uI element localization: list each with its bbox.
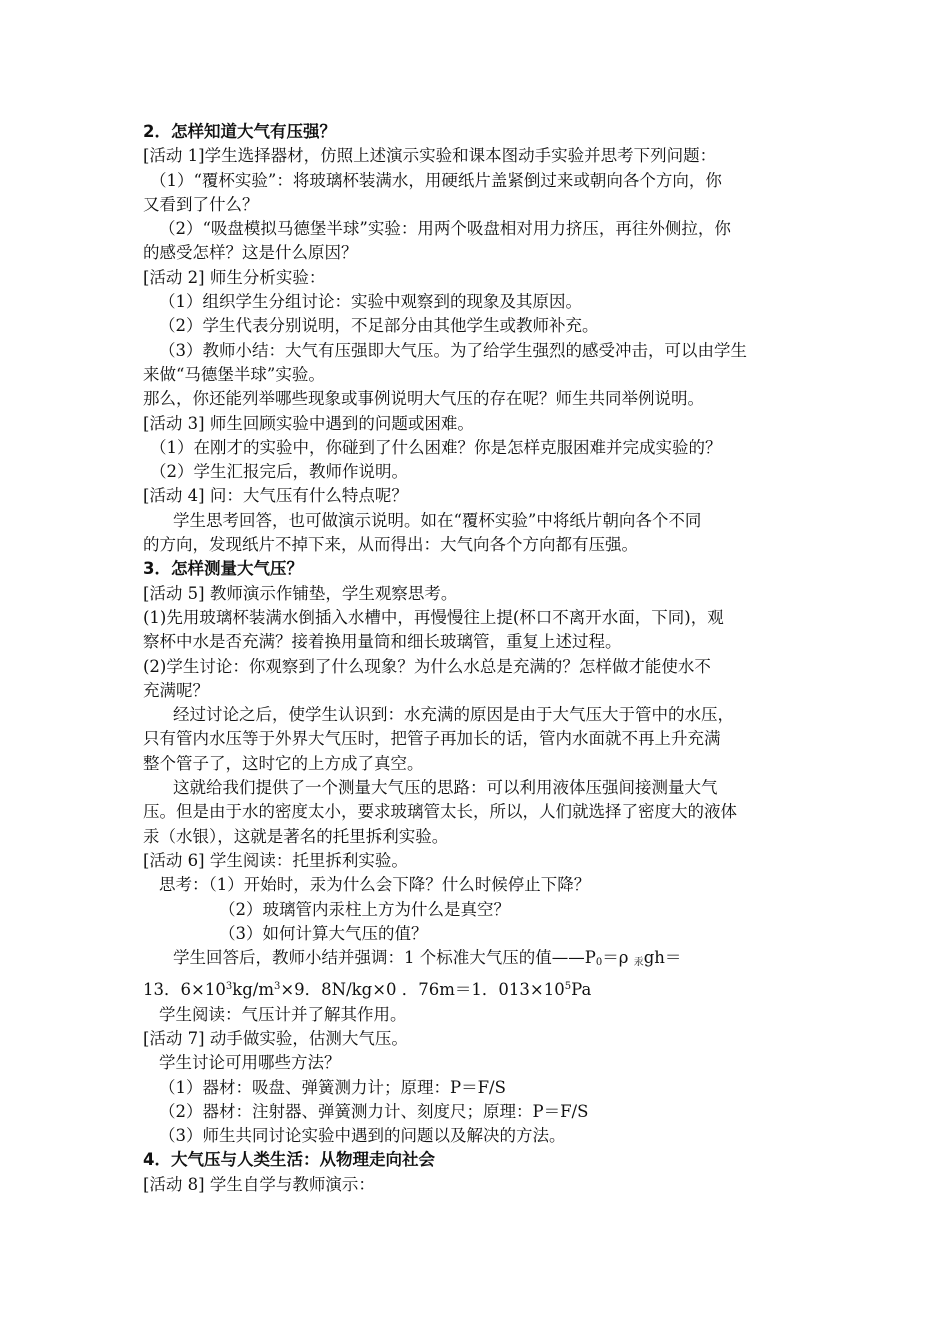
paragraph-line: （2）玻璃管内汞柱上方为什么是真空？ [219,899,510,919]
activity-1-line: [活动 1]学生选择器材，仿照上述演示实验和课本图动手实验并思考下列问题： [143,146,717,166]
formula-text: Pa [571,980,592,1000]
paragraph-line: 的感受怎样？这是什么原因？ [143,243,358,263]
paragraph-line: （2）“吸盘模拟马德堡半球”实验：用两个吸盘相对用力挤压，再往外侧拉，你 [159,219,731,239]
paragraph-line: （2）学生代表分别说明，不足部分由其他学生或教师补充。 [159,316,599,336]
paragraph-line: 来做“马德堡半球”实验。 [143,364,325,384]
paragraph-line: 整个管子了，这时它的上方成了真空。 [143,753,424,773]
paragraph-line: 学生阅读：气压计并了解其作用。 [159,1004,407,1024]
formula-subscript: 0 [595,957,603,969]
paragraph-line: （1）组织学生分组讨论：实验中观察到的现象及其原因。 [159,292,582,312]
section-heading-4: 4．大气压与人类生活：从物理走向社会 [143,1150,435,1170]
paragraph-line: （3）师生共同讨论实验中遇到的问题以及解决的方法。 [159,1126,566,1146]
paragraph-line: （1）器材：吸盘、弹簧测力计；原理：P＝F/S [159,1077,506,1097]
paragraph-line: 思考：（1）开始时，汞为什么会下降？什么时候停止下降？ [159,875,591,895]
formula-subscript: 汞 [633,957,644,969]
paragraph-line: （1）在刚才的实验中，你碰到了什么困难？你是怎样克服困难并完成实验的？ [150,437,722,457]
paragraph-line: （3）教师小结：大气有压强即大气压。为了给学生强烈的感受冲击，可以由学生 [159,340,747,360]
document-page [143,120,813,1197]
paragraph-line: 又看到了什么？ [143,194,259,214]
formula-text: ×9．8N/kg×0 ．76m＝1．013×10 [280,980,565,1000]
paragraph-line: (2)学生讨论：你观察到了什么现象？为什么水总是充满的？怎样做才能使水不 [143,656,711,676]
paragraph-line: 那么，你还能列举哪些现象或事例说明大气压的存在呢？师生共同举例说明。 [143,389,704,409]
paragraph-line: 充满呢？ [143,680,209,700]
activity-7-line: [活动 7] 动手做实验，估测大气压。 [143,1028,408,1048]
paragraph-line: (1)先用玻璃杯装满水倒插入水槽中，再慢慢往上提(杯口不离开水面，下同)，观 [143,607,724,627]
paragraph-line: 察杯中水是否充满？接着换用量筒和细长玻璃管，重复上述过程。 [143,632,622,652]
section-heading-3: 3．怎样测量大气压？ [143,559,303,579]
paragraph-line: （3）如何计算大气压的值？ [219,923,428,943]
paragraph-line: （2）器材：注射器、弹簧测力计、刻度尺；原理：P＝F/S [159,1101,589,1121]
paragraph-line: 经过讨论之后，使学生认识到：水充满的原因是由于大气压大于管中的水压， [173,705,734,725]
formula-superscript: 3 [273,981,281,993]
activity-5-line: [活动 5] 教师演示作铺垫，学生观察思考。 [143,583,458,603]
paragraph-line: 汞（水银），这就是著名的托里拆利实验。 [143,826,449,846]
paragraph-line: 学生思考回答，也可做演示说明。如在“覆杯实验”中将纸片朝向各个不同 [173,510,702,530]
activity-3-line: [活动 3] 师生回顾实验中遇到的问题或困难。 [143,413,474,433]
paragraph-line: 压。但是由于水的密度太小，要求玻璃管太长，所以，人们就选择了密度大的液体 [143,802,737,822]
formula-line [143,975,813,1002]
paragraph-line: 这就给我们提供了一个测量大气压的思路：可以利用液体压强间接测量大气 [173,778,718,798]
activity-8-line: [活动 8] 学生自学与教师演示： [143,1174,375,1194]
paragraph-line: （1）“覆杯实验”：将玻璃杯装满水，用硬纸片盖紧倒过来或朝向各个方向，你 [150,170,722,190]
paragraph-line: 的方向，发现纸片不掉下来，从而得出：大气向各个方向都有压强。 [143,535,638,555]
formula-text: 13．6×10 [143,980,226,1000]
formula-superscript: 5 [564,981,572,993]
activity-6-line: [活动 6] 学生阅读：托里拆利实验。 [143,850,408,870]
activity-4-line: [活动 4] 问：大气压有什么特点呢？ [143,486,408,506]
paragraph-line: 只有管内水压等于外界大气压时，把管子再加长的话，管内水面就不再上升充满 [143,729,721,749]
formula-superscript: 3 [225,981,233,993]
paragraph-line: （2）学生汇报完后，教师作说明。 [150,462,408,482]
formula-text: kg/m [232,980,274,1000]
formula-line [143,946,813,975]
activity-2-line: [活动 2] 师生分析实验： [143,267,326,287]
section-heading-2: 2．怎样知道大气有压强？ [143,122,336,141]
formula-text: gh＝ [643,948,682,968]
formula-text: 学生回答后，教师小结并强调：1 个标准大气压的值——P [173,948,596,968]
formula-text: ＝ρ [602,948,634,968]
paragraph-line: 学生讨论可用哪些方法？ [159,1053,341,1073]
